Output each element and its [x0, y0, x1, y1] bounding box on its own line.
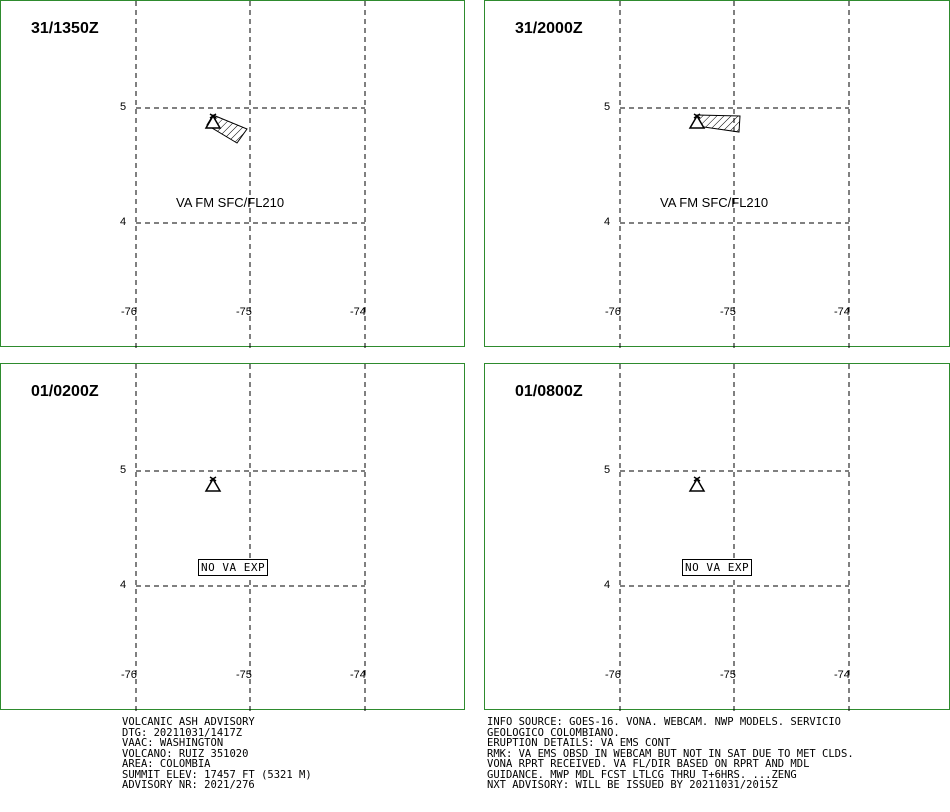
lon-label--76: -76: [605, 306, 621, 318]
panel-title: 01/0200Z: [31, 383, 99, 400]
advisory-details-text: [487, 717, 854, 791]
advisory-line: AREA: COLOMBIA: [122, 758, 211, 770]
lon-label--75: -75: [236, 669, 252, 681]
forecast-panel-1: [0, 0, 465, 347]
panel-title: 01/0800Z: [515, 383, 583, 400]
advisory-line: RMK: VA EMS OBSD IN WEBCAM BUT NOT IN SAT DUE TO MET CLDS.: [487, 747, 854, 760]
lon-label--75: -75: [720, 669, 736, 681]
map-grid: [485, 364, 950, 711]
va-level-label: VA FM SFC/FL210: [660, 195, 769, 210]
volcano-icon: [206, 477, 220, 491]
no-va-exp-box: NO VA EXP: [682, 559, 752, 576]
advisory-line: GUIDANCE. MWP MDL FCST LTLCG THRU T+6HRS. ...ZENG: [487, 768, 797, 781]
panel-title: 31/1350Z: [31, 20, 99, 37]
advisory-line: ERUPTION DETAILS: VA EMS CONT: [487, 737, 671, 749]
advisory-line: VOLCANO: RUIZ 351020: [122, 747, 249, 760]
lat-label-5: 5: [604, 464, 611, 476]
lat-label-5: 5: [120, 101, 127, 113]
lon-label--74: -74: [834, 306, 850, 318]
map-grid: [1, 364, 466, 711]
lon-label--76: -76: [605, 669, 621, 681]
advisory-line: SUMMIT ELEV: 17457 FT (5321 M): [122, 768, 312, 781]
lon-label--76: -76: [121, 669, 137, 681]
lat-label-4: 4: [604, 579, 611, 591]
lon-label--74: -74: [834, 669, 850, 681]
advisory-line: ADVISORY NR: 2021/276: [122, 779, 255, 791]
advisory-line: DTG: 20211031/1417Z: [122, 726, 243, 739]
lat-label-5: 5: [120, 464, 127, 476]
va-level-label: VA FM SFC/FL210: [176, 195, 285, 210]
advisory-line: VONA RPRT RECEIVED. VA FL/DIR BASED ON RPRT AND MDL: [487, 758, 810, 770]
lat-label-5: 5: [604, 101, 611, 113]
lat-label-4: 4: [604, 216, 611, 228]
lon-label--74: -74: [350, 306, 366, 318]
advisory-line: INFO SOURCE: GOES-16. VONA. WEBCAM. NWP MODELS. SERVICIO: [487, 716, 842, 728]
no-va-exp-box: NO VA EXP: [198, 559, 268, 576]
map-grid: [485, 1, 950, 348]
lat-label-4: 4: [120, 216, 127, 228]
panel-title: 31/2000Z: [515, 20, 583, 37]
forecast-panel-4: [484, 363, 950, 710]
advisory-line: VAAC: WASHINGTON: [122, 737, 224, 749]
lon-label--76: -76: [121, 306, 137, 318]
advisory-line: NXT ADVISORY: WILL BE ISSUED BY 20211031/2015Z: [487, 779, 778, 791]
ash-cloud-area: [697, 115, 740, 132]
forecast-panel-2: [484, 0, 950, 347]
lat-label-4: 4: [120, 579, 127, 591]
lon-label--75: -75: [236, 306, 252, 318]
advisory-line: GEOLOGICO COLOMBIANO.: [487, 726, 620, 739]
map-grid: [1, 1, 466, 348]
forecast-panel-3: [0, 363, 465, 710]
lon-label--75: -75: [720, 306, 736, 318]
lon-label--74: -74: [350, 669, 366, 681]
volcano-icon: [690, 477, 704, 491]
advisory-line: VOLCANIC ASH ADVISORY: [122, 716, 255, 728]
advisory-header-text: [122, 717, 312, 791]
